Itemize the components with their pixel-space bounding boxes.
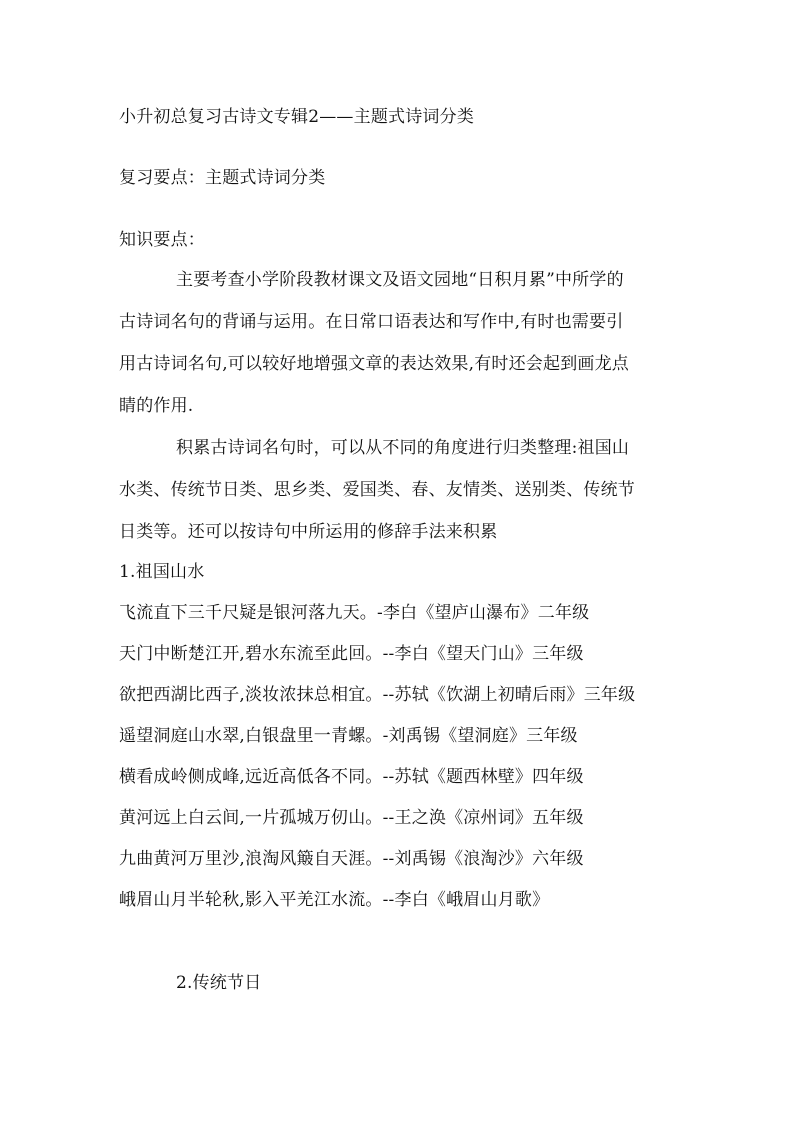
review-points: 复习要点：主题式诗词分类	[119, 168, 326, 188]
poem-line-4: 遥望洞庭山水翠,白银盘里一青螺。-刘禹锡《望洞庭》三年级	[119, 726, 578, 746]
poem-line-1: 飞流直下三千尺疑是银河落九天。-李白《望庐山瀑布》二年级	[119, 603, 590, 623]
document-title: 小升初总复习古诗文专辑2——主题式诗词分类	[119, 107, 475, 127]
poem-line-7: 九曲黄河万里沙,浪淘风簸自天涯。--刘禹锡《浪淘沙》六年级	[119, 849, 584, 869]
poem-line-2: 天门中断楚江开,碧水东流至此回。--李白《望天门山》三年级	[119, 644, 584, 664]
knowledge-points-heading: 知识要点：	[119, 230, 205, 250]
poem-line-6: 黄河远上白云间,一片孤城万仞山。--王之涣《凉州词》五年级	[119, 808, 584, 828]
poem-line-3: 欲把西湖比西子,淡妆浓抹总相宜。--苏轼《饮湖上初晴后雨》三年级	[119, 685, 636, 705]
poem-line-8: 峨眉山月半轮秋,影入平羌江水流。--李白《峨眉山月歌》	[119, 890, 550, 910]
paragraph-1-line-4: 睛的作用.	[119, 396, 194, 416]
paragraph-1-line-3: 用古诗词名句,可以较好地增强文章的表达效果,有时还会起到画龙点	[119, 354, 630, 374]
section-2-heading: 2.传统节日	[176, 973, 262, 993]
paragraph-2-line-3: 日类等。还可以按诗句中所运用的修辞手法来积累	[119, 522, 498, 542]
paragraph-1-line-1: 主要考查小学阶段教材课文及语文园地“日积月累”中所学的	[176, 270, 624, 290]
poem-line-5: 横看成岭侧成峰,远近高低各不同。--苏轼《题西林壁》四年级	[119, 767, 584, 787]
paragraph-2-line-1: 积累古诗词名句时，可以从不同的角度进行归类整理:祖国山	[176, 438, 630, 458]
paragraph-1-line-2: 古诗词名句的背诵与运用。在日常口语表达和写作中,有时也需要引	[119, 312, 624, 332]
paragraph-2-line-2: 水类、传统节日类、思乡类、爱国类、春、友情类、送别类、传统节	[119, 480, 635, 500]
section-1-heading: 1.祖国山水	[119, 562, 205, 582]
